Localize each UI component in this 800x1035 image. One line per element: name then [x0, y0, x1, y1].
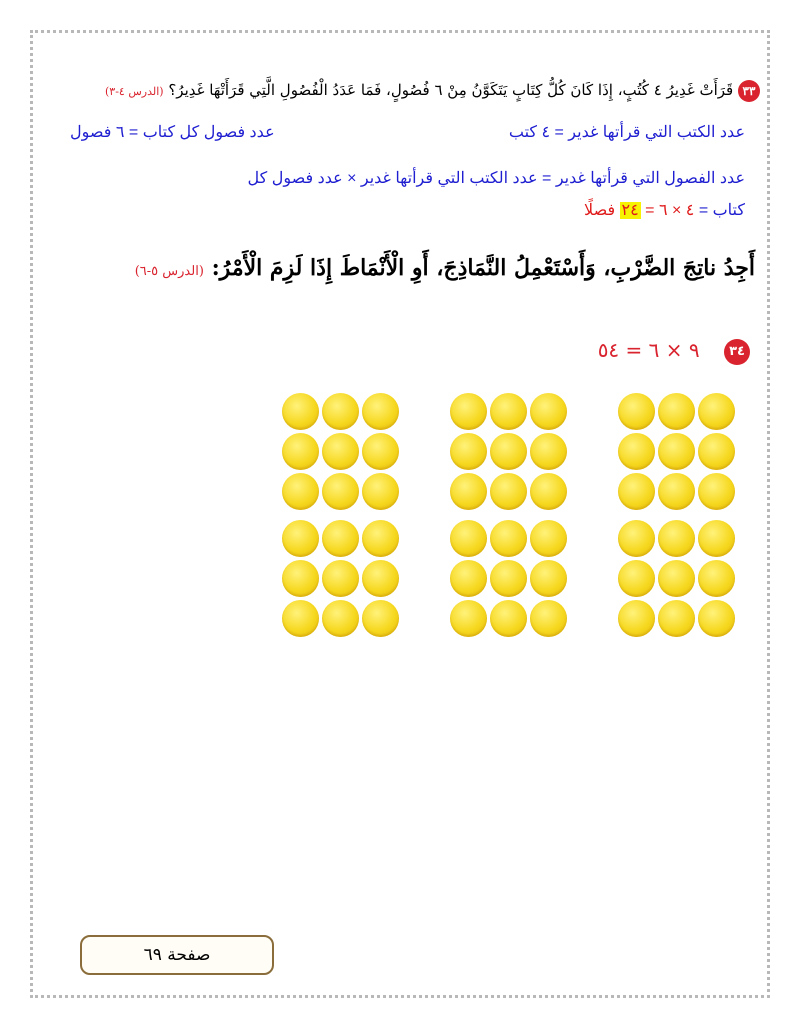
counter-coin — [618, 560, 655, 597]
counter-coin — [362, 520, 399, 557]
section-heading — [135, 255, 755, 281]
coin-group — [450, 520, 567, 637]
counter-coin — [322, 600, 359, 637]
counter-coin — [450, 520, 487, 557]
counter-coin — [530, 560, 567, 597]
solution-answer-highlight: ٢٤ — [621, 202, 639, 219]
counter-coin — [658, 473, 695, 510]
solution-unit: فصلًا — [584, 202, 620, 219]
counter-coin — [530, 393, 567, 430]
counter-coin — [698, 520, 735, 557]
counter-coin — [362, 473, 399, 510]
counter-coin — [322, 520, 359, 557]
counter-coin — [362, 433, 399, 470]
counter-coin — [282, 433, 319, 470]
lesson-reference: (الدرس ٤-٣) — [104, 85, 164, 98]
counter-coin — [490, 393, 527, 430]
question-number-badge: ٣٤ — [724, 339, 750, 365]
counter-coin — [450, 433, 487, 470]
solution-equation: ٤ × ٦ = — [640, 202, 695, 219]
counter-coin — [322, 393, 359, 430]
counter-coin — [450, 600, 487, 637]
counter-coin — [450, 560, 487, 597]
question-number-badge: ٣٣ — [738, 80, 760, 102]
counter-coin — [618, 473, 655, 510]
counter-coin — [322, 433, 359, 470]
counter-coin — [490, 600, 527, 637]
counter-coin — [282, 473, 319, 510]
question-34-equation: ٩ × ٦ = ٥٤ — [597, 338, 700, 362]
counter-coin — [490, 433, 527, 470]
coin-group — [282, 393, 399, 510]
multiplication-model — [282, 393, 737, 638]
solution-line-books: عدد الكتب التي قرأتها غدير = ٤ كتب — [508, 124, 745, 141]
counter-coin — [490, 473, 527, 510]
counter-coin — [450, 393, 487, 430]
counter-coin — [618, 433, 655, 470]
section-heading-text: أَجِدُ ناتِجَ الضَّرْبِ، وَأَسْتَعْمِلُ النَّمَاذِجَ، أَوِ الْأَنْمَاطَ إِذَا لَزِمَ الْأَمْرُ: — [211, 255, 755, 281]
counter-coin — [362, 393, 399, 430]
counter-coin — [618, 600, 655, 637]
coin-group — [618, 520, 735, 637]
coin-group — [618, 393, 735, 510]
counter-coin — [282, 560, 319, 597]
counter-coin — [322, 473, 359, 510]
counter-coin — [658, 600, 695, 637]
counter-coin — [490, 560, 527, 597]
counter-coin — [490, 520, 527, 557]
counter-coin — [658, 560, 695, 597]
counter-coin — [282, 600, 319, 637]
counter-coin — [530, 600, 567, 637]
counter-coin — [530, 433, 567, 470]
question-33-text: قَرَأَتْ غَدِيرُ ٤ كُتُبٍ، إِذَا كَانَ كُلُّ كِتَابٍ يَتَكَوَّنُ مِنْ ٦ فُصُولٍ، فَمَا عَدَدُ الْفُصُولِ الَّتِي قَرَأَتْهَا غَدِيرُ؟ — [168, 81, 734, 99]
counter-coin — [658, 433, 695, 470]
question-34 — [598, 338, 750, 365]
counter-coin — [322, 560, 359, 597]
counter-coin — [698, 600, 735, 637]
coin-group — [450, 393, 567, 510]
counter-coin — [698, 433, 735, 470]
solution-line-formula: عدد الفصول التي قرأتها غدير = عدد الكتب التي قرأتها غدير × عدد فصول كل — [247, 170, 745, 187]
counter-coin — [362, 560, 399, 597]
counter-coin — [698, 393, 735, 430]
counter-coin — [450, 473, 487, 510]
counter-coin — [658, 393, 695, 430]
counter-coin — [530, 520, 567, 557]
coin-group — [282, 520, 399, 637]
counter-coin — [618, 520, 655, 557]
counter-coin — [282, 393, 319, 430]
page-number-label: صفحة ٦٩ — [80, 935, 274, 975]
counter-coin — [362, 600, 399, 637]
question-33 — [105, 80, 760, 102]
counter-coin — [282, 520, 319, 557]
solution-result-prefix: كتاب = — [694, 202, 745, 219]
solution-line-chapters: عدد فصول كل كتاب = ٦ فصول — [70, 124, 275, 141]
section-lesson-reference: (الدرس ٥-٦) — [134, 264, 204, 279]
counter-coin — [658, 520, 695, 557]
counter-coin — [698, 473, 735, 510]
solution-line-result — [584, 200, 745, 220]
counter-coin — [530, 473, 567, 510]
counter-coin — [698, 560, 735, 597]
counter-coin — [618, 393, 655, 430]
